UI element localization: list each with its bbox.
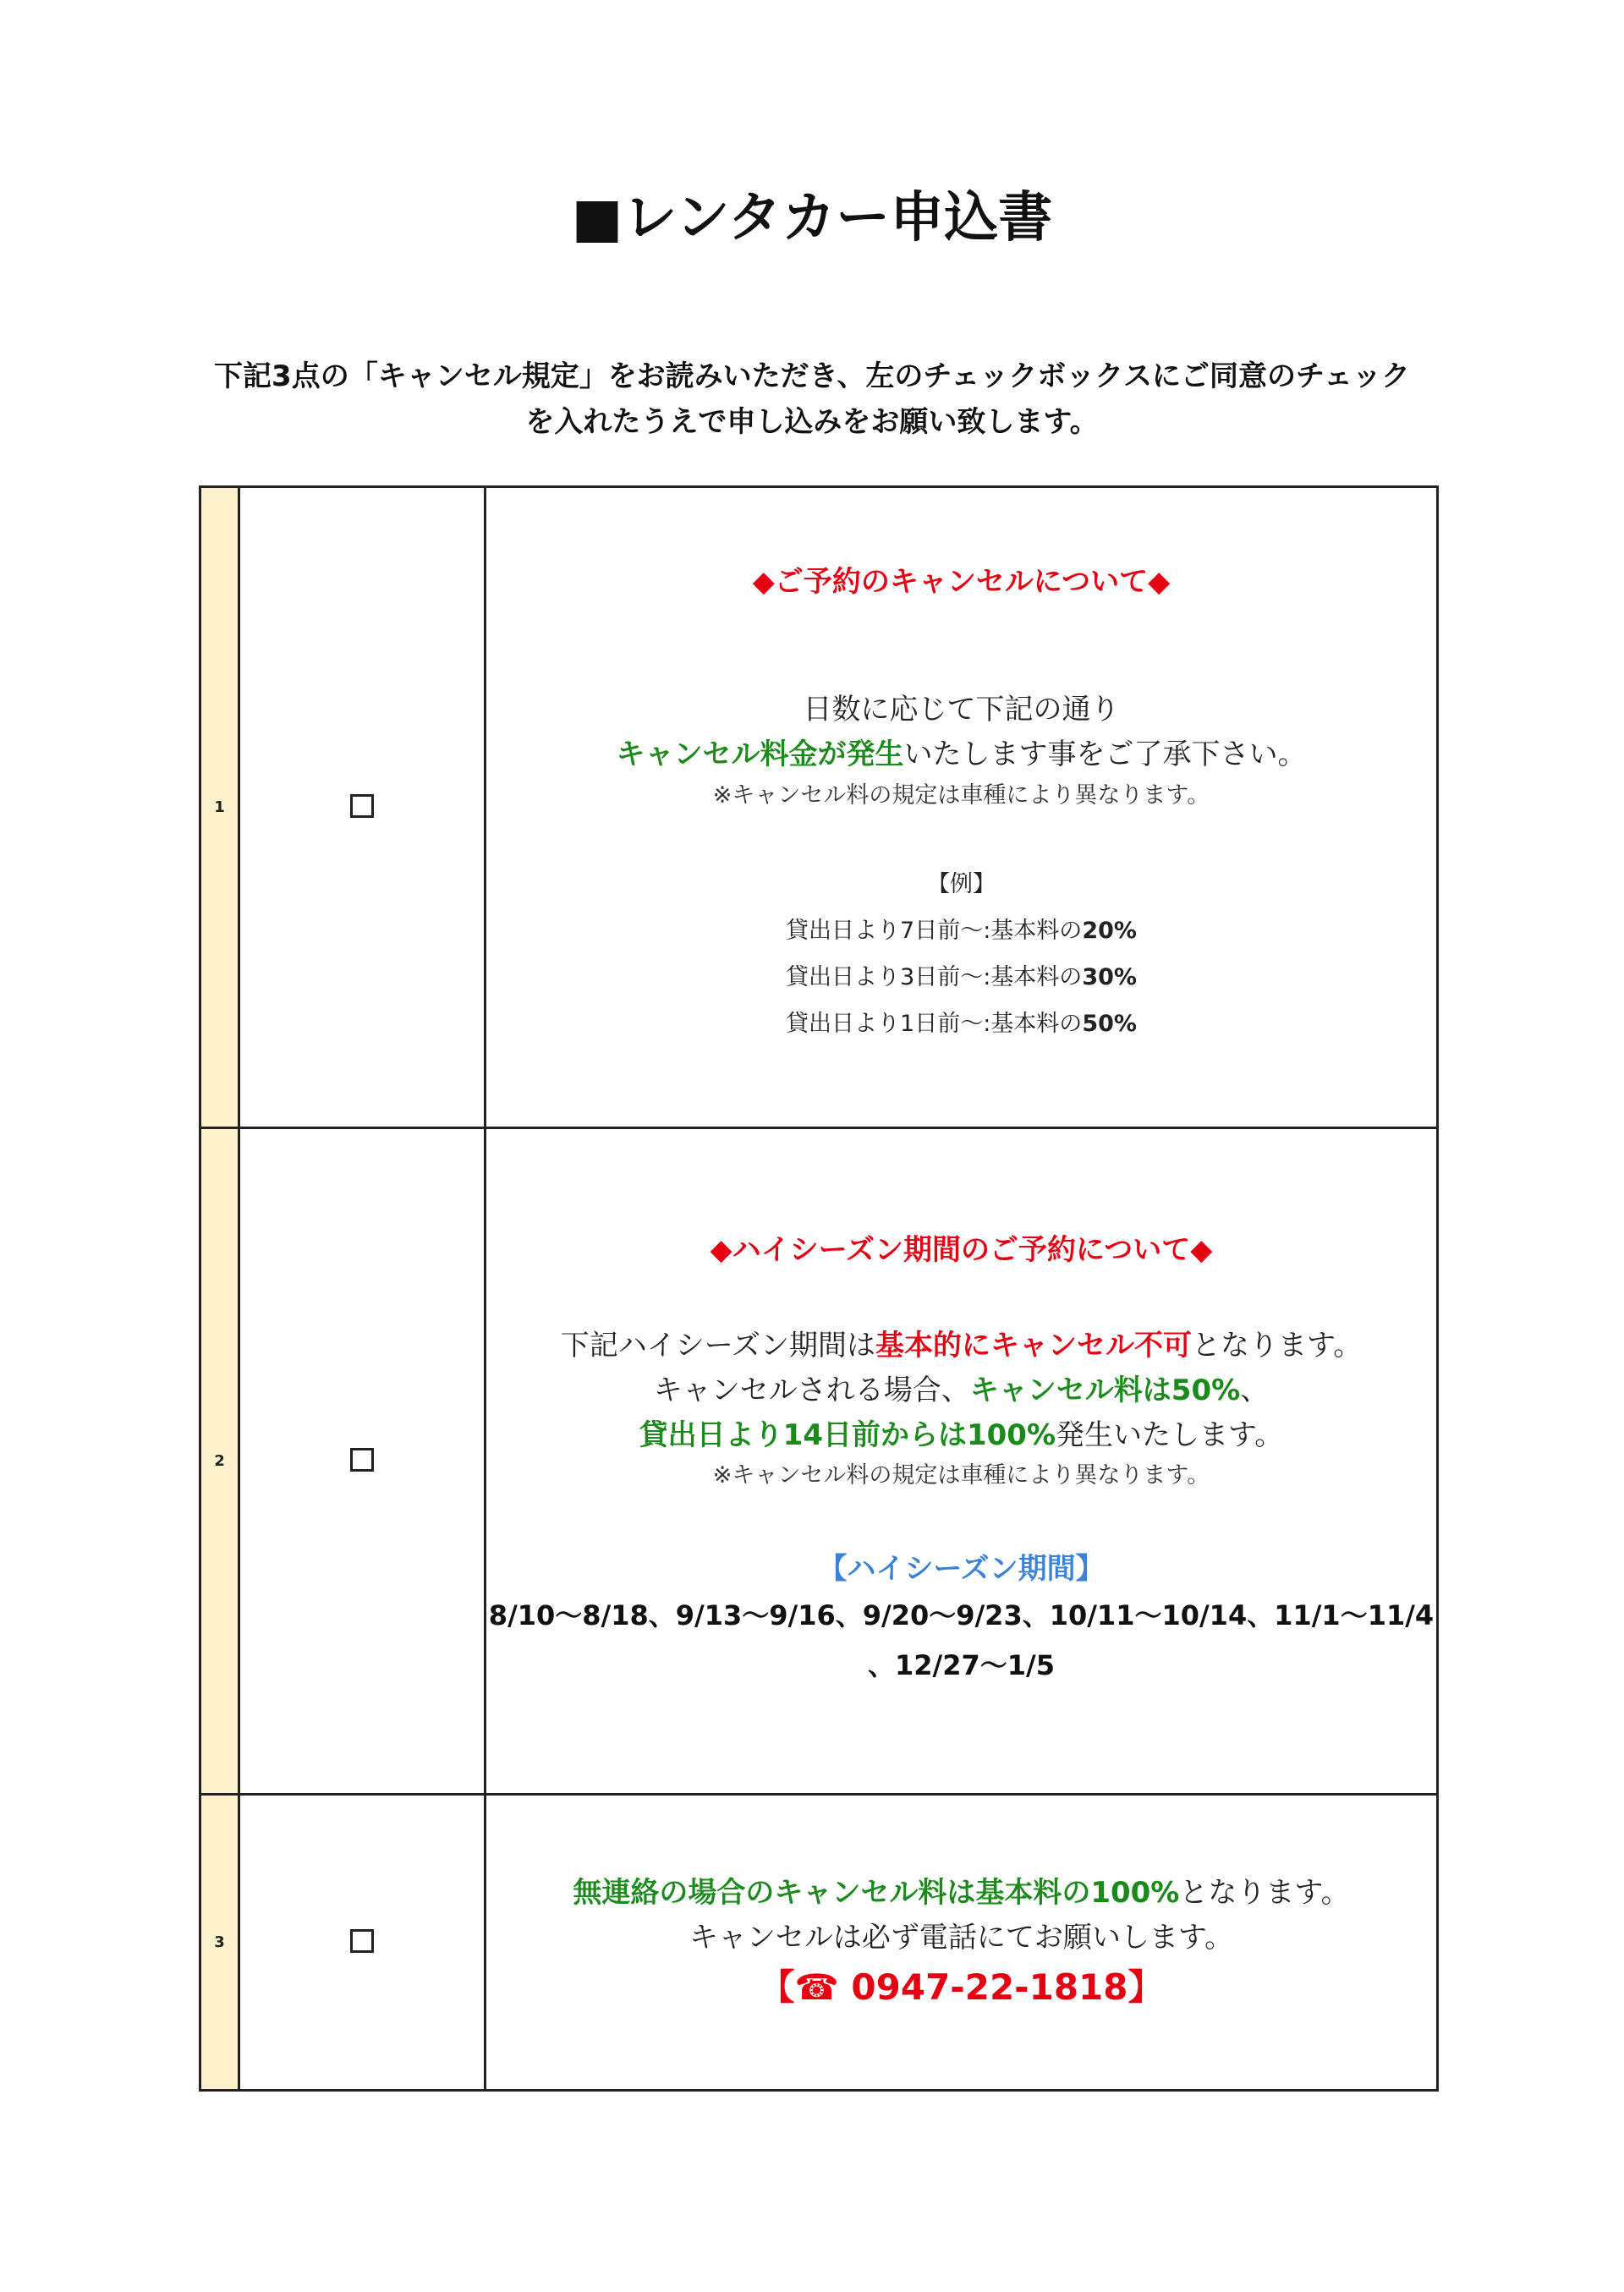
rule-2-emphasis-green-2: 貸出日より14日前からは100% xyxy=(639,1417,1056,1452)
example-line-3: 貸出日より1日前～:基本料の50% xyxy=(786,1010,1137,1037)
intro-line-2: を入れたうえで申し込みをお願い致します。 xyxy=(525,405,1099,439)
rule-3-emphasis: 無連絡の場合のキャンセル料は基本料の100% xyxy=(573,1876,1180,1911)
example-label: 【例】 xyxy=(927,870,996,897)
rule-2-line-1: 下記ハイシーズン期間は基本的にキャンセル不可となります。 xyxy=(560,1329,1363,1363)
high-season-dates-line-2: 、12/27～1/5 xyxy=(868,1648,1055,1681)
rule-content-1 xyxy=(486,487,1438,1128)
row-number: 2 xyxy=(200,1128,239,1795)
agree-checkbox-cell-2 xyxy=(239,1128,486,1795)
rule-1-line-1: 日数に応じて下記の通り xyxy=(803,693,1120,727)
rule-1-note: ※キャンセル料の規定は車種により異なります。 xyxy=(712,781,1210,809)
row-number: 1 xyxy=(200,487,239,1128)
page-title: ■レンタカー申込書 xyxy=(571,187,1053,249)
rule-1-line-2 xyxy=(486,732,1436,777)
rule-1-line-2-rest: いたします事をご了承下さい。 xyxy=(903,737,1307,771)
agree-checkbox-1[interactable] xyxy=(350,794,374,818)
rule-content-3 xyxy=(486,1795,1438,2091)
intro-text xyxy=(169,354,1455,445)
rule-1-emphasis: キャンセル料金が発生 xyxy=(616,737,904,771)
example-line-1: 貸出日より7日前～:基本料の20% xyxy=(786,917,1137,944)
intro-line-1: 下記3点の「キャンセル規定」をお読みいただき、左のチェックボックスにご同意のチェック xyxy=(214,359,1410,393)
rule-3-line-2: キャンセルは必ず電話にてお願いします。 xyxy=(689,1921,1234,1955)
rule-2-line-3: 貸出日より14日前からは100%発生いたします。 xyxy=(639,1417,1284,1452)
rule-row-3 xyxy=(200,1795,1438,2091)
phone-number[interactable]: 【☎ 0947-22-1818】 xyxy=(759,1966,1164,2008)
rule-2-note: ※キャンセル料の規定は車種により異なります。 xyxy=(712,1462,1210,1489)
rule-content-2 xyxy=(486,1128,1438,1795)
cancellation-rules-table xyxy=(199,485,1439,2092)
rule-2-line-2: キャンセルされる場合、キャンセル料は50%、 xyxy=(653,1374,1270,1408)
row-number: 3 xyxy=(200,1795,239,2091)
high-season-label: 【ハイシーズン期間】 xyxy=(818,1551,1105,1586)
rule-row-1 xyxy=(200,487,1438,1128)
rule-2-emphasis-red: 基本的にキャンセル不可 xyxy=(875,1329,1193,1363)
agree-checkbox-3[interactable] xyxy=(350,1929,374,1953)
example-line-2: 貸出日より3日前～:基本料の30% xyxy=(786,963,1137,990)
high-season-dates-line-1: 8/10～8/18、9/13～9/16、9/20～9/23、10/11～10/14、11/1～11/4 xyxy=(488,1598,1435,1631)
agree-checkbox-cell-3 xyxy=(239,1795,486,2091)
agree-checkbox-cell-1 xyxy=(239,487,486,1128)
rule-heading-2: ◆ハイシーズン期間のご予約について◆ xyxy=(710,1233,1213,1268)
rule-2-emphasis-green-1: キャンセル料は50% xyxy=(969,1374,1241,1408)
rule-heading-1: ◆ご予約のキャンセルについて◆ xyxy=(752,565,1171,600)
rule-row-2 xyxy=(200,1128,1438,1795)
rule-3-line-1: 無連絡の場合のキャンセル料は基本料の100%となります。 xyxy=(573,1876,1350,1911)
agree-checkbox-2[interactable] xyxy=(350,1448,374,1472)
